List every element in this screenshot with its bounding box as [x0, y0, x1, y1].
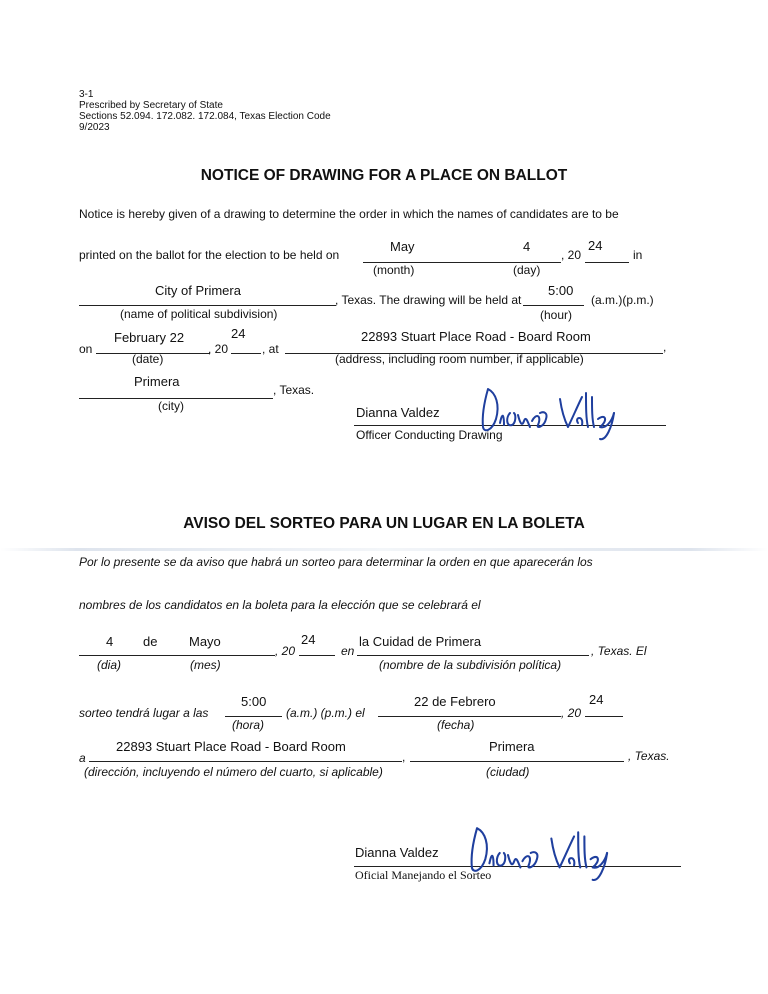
dia-value: 4 — [106, 634, 114, 649]
texas-period: , Texas. — [273, 383, 315, 397]
hour-caption: (hour) — [540, 308, 573, 322]
direccion-caption: (dirección, incluyendo el número del cuarto, si aplicable) — [84, 765, 383, 779]
address-value: 22893 Stuart Place Road - Board Room — [361, 329, 591, 344]
subdivision-caption: (name of political subdivision) — [120, 307, 278, 321]
city-caption: (city) — [158, 399, 184, 413]
day-value: 4 — [523, 239, 531, 254]
es-year-line — [299, 655, 335, 656]
date-value: February 22 — [114, 330, 185, 345]
code-sections: Sections 52.094. 172.082. 172.084, Texas Election Code — [79, 111, 331, 122]
fecha-year-value: 24 — [589, 692, 604, 707]
year-line — [585, 262, 629, 263]
ciudad-caption: (ciudad) — [486, 765, 530, 779]
mes-value: Mayo — [189, 634, 221, 649]
month-caption: (month) — [373, 263, 415, 277]
ampm-el: (a.m.) (p.m.) el — [286, 706, 365, 720]
es-year-prefix: , 20 — [275, 644, 296, 658]
fecha-value: 22 de Febrero — [414, 694, 496, 709]
english-line2-prefix: printed on the ballot for the election to be held on — [79, 248, 340, 262]
revision-date: 9/2023 — [79, 122, 110, 133]
mes-caption: (mes) — [190, 658, 221, 672]
texas-drawing-text: , Texas. The drawing will be held at — [335, 293, 522, 307]
oficial-caption: Oficial Manejando el Sorteo — [355, 868, 492, 882]
spanish-title: AVISO DEL SORTEO PARA UN LUGAR EN LA BOLETA — [183, 515, 585, 532]
day-caption: (day) — [513, 263, 541, 277]
subdivision-line — [79, 305, 336, 306]
en-word: en — [341, 644, 355, 658]
address-caption: (address, including room number, if applicable) — [335, 352, 584, 366]
fecha-line — [378, 716, 561, 717]
es-texas-period: , Texas. — [628, 749, 670, 763]
date-year-value: 24 — [231, 326, 246, 341]
hour-value: 5:00 — [548, 283, 574, 298]
fecha-caption: (fecha) — [437, 718, 475, 732]
date-year-prefix: , 20 — [208, 342, 229, 356]
hora-line — [225, 716, 282, 717]
prescribed-by: Prescribed by Secretary of State — [79, 100, 223, 111]
date-year-line — [231, 353, 261, 354]
sorteo-text: sorteo tendrá lugar a las — [79, 706, 209, 720]
at-word: , at — [262, 342, 279, 356]
year-value: 24 — [588, 238, 603, 253]
ampm-text: (a.m.)(p.m.) — [591, 293, 654, 307]
form-number: 3-1 — [79, 89, 94, 100]
es-subdivision-caption: (nombre de la subdivisión política) — [379, 658, 562, 672]
oficial-signature — [460, 822, 620, 886]
ciudad-value: Primera — [489, 739, 535, 754]
english-title: NOTICE OF DRAWING FOR A PLACE ON BALLOT — [200, 167, 568, 184]
fecha-year-line — [585, 716, 623, 717]
year-prefix: , 20 — [561, 248, 582, 262]
es-subdivision-line — [357, 655, 589, 656]
direccion-line — [89, 761, 402, 762]
es-subdivision-value: la Cuidad de Primera — [359, 634, 482, 649]
spanish-intro-2: nombres de los candidatos en la boleta para la elección que se celebrará el — [79, 598, 481, 612]
direccion-value: 22893 Stuart Place Road - Board Room — [116, 739, 346, 754]
hora-caption: (hora) — [232, 718, 265, 732]
officer-signature — [474, 383, 624, 445]
dia-mes-line — [79, 655, 275, 656]
ciudad-line — [410, 761, 624, 762]
es-address-comma: , — [402, 750, 406, 764]
officer-caption: Officer Conducting Drawing — [356, 428, 503, 442]
spanish-intro-1: Por lo presente se da aviso que habrá un sorteo para determinar la orden en que aparecerán los — [79, 555, 593, 569]
officer-name: Dianna Valdez — [356, 405, 440, 420]
in-word: in — [633, 248, 643, 262]
month-value: May — [390, 239, 415, 254]
oficial-name: Dianna Valdez — [355, 845, 439, 860]
de-word: de — [143, 634, 158, 649]
hour-line — [523, 305, 584, 306]
fecha-year-prefix: , 20 — [561, 706, 582, 720]
subdivision-value: City of Primera — [155, 283, 241, 298]
dia-caption: (dia) — [97, 658, 122, 672]
english-intro: Notice is hereby given of a drawing to determine the order in which the names of candidates are to be — [79, 207, 619, 221]
es-year-value: 24 — [301, 632, 316, 647]
a-word: a — [79, 751, 86, 765]
hora-value: 5:00 — [241, 694, 267, 709]
trailing-comma: , — [663, 340, 667, 354]
scan-artifact-line — [0, 548, 768, 551]
date-caption: (date) — [132, 352, 164, 366]
texas-el: , Texas. El — [591, 644, 647, 658]
city-value: Primera — [134, 374, 180, 389]
on-word: on — [79, 342, 93, 356]
